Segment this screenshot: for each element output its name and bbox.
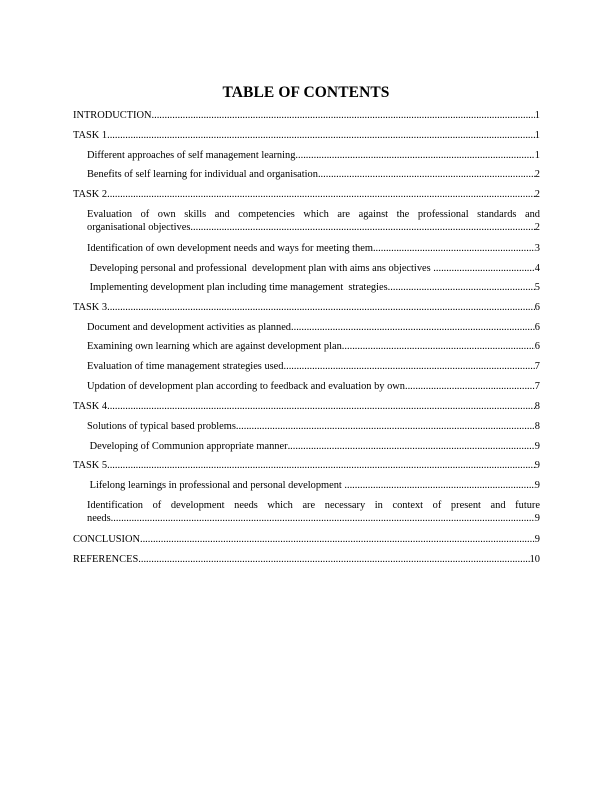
toc-entry-text: Different approaches of self management learning: [87, 150, 296, 161]
toc-entry-references[interactable]: [73, 553, 540, 566]
toc-entry-text: Implementing development plan including time management strategies: [87, 282, 388, 293]
toc-page-number: 9: [534, 534, 540, 545]
toc-page-number: 1: [534, 110, 540, 121]
dot-leader: [405, 380, 535, 393]
toc-entry-implementing-plan[interactable]: [87, 281, 540, 294]
dot-leader: [318, 168, 535, 181]
toc-page-number: 9: [534, 460, 540, 471]
toc-entry-communion[interactable]: [87, 440, 540, 453]
dot-leader: [388, 281, 535, 294]
dot-leader: [284, 360, 535, 373]
toc-page-number: 1: [534, 130, 540, 141]
toc-entry-identification-needs[interactable]: [87, 499, 540, 525]
dot-leader: [288, 440, 535, 453]
dot-leader: [107, 400, 535, 413]
toc-entry-text: Developing personal and professional development plan with aims ans objectives: [87, 263, 434, 274]
toc-page-number: 6: [534, 322, 540, 333]
toc-entry-solutions[interactable]: [87, 420, 540, 433]
dot-leader: [140, 533, 535, 546]
toc-entry-benefits[interactable]: [87, 168, 540, 181]
dot-leader: [107, 129, 535, 142]
toc-entry-task-2[interactable]: [73, 188, 540, 201]
dot-leader: [111, 512, 535, 525]
toc-entry-text: organisational objectives: [87, 222, 191, 233]
dot-leader: [342, 340, 535, 353]
toc-page-number: 2: [534, 169, 540, 180]
toc-page-number: 8: [534, 421, 540, 432]
toc-entry-text: Developing of Communion appropriate manner: [87, 441, 288, 452]
toc-page-number: 5: [534, 282, 540, 293]
dot-leader: [107, 459, 535, 472]
toc-entry-text: Examining own learning which are against development plan: [87, 341, 342, 352]
toc-entry-text: Benefits of self learning for individual and organisation: [87, 169, 318, 180]
toc-title: TABLE OF CONTENTS: [222, 84, 390, 101]
toc-entry-text: TASK 4: [73, 401, 108, 412]
toc-page-number: 10: [529, 554, 540, 565]
toc-page-number: 2: [534, 222, 540, 233]
toc-entry-text-line1: Evaluation of own skills and competencies which are against the professional standards and: [87, 209, 540, 220]
toc-entry-time-management[interactable]: [87, 360, 540, 373]
toc-entry-document-activities[interactable]: [87, 321, 540, 334]
toc-entry-text: CONCLUSION: [73, 534, 140, 545]
toc-entry-text: TASK 3: [73, 302, 108, 313]
dot-leader: [291, 321, 535, 334]
toc-entry-task-3[interactable]: [73, 301, 540, 314]
toc-entry-text: Identification of own development needs and ways for meeting them: [87, 243, 373, 254]
toc-entry-text: Lifelong learnings in professional and personal development: [87, 480, 345, 491]
dot-leader: [236, 420, 535, 433]
toc-entry-text: INTRODUCTION: [73, 110, 152, 121]
toc-page-number: 9: [534, 480, 540, 491]
toc-page-number: 8: [534, 401, 540, 412]
dot-leader: [433, 262, 535, 275]
dot-leader: [138, 553, 529, 566]
toc-entry-text: Document and development activities as planned: [87, 322, 291, 333]
dot-leader: [344, 479, 534, 492]
toc-entry-text: Evaluation of time management strategies used: [87, 361, 284, 372]
toc-page-number: 1: [534, 150, 540, 161]
toc-entry-text: TASK 1: [73, 130, 108, 141]
dot-leader: [107, 188, 535, 201]
dot-leader: [373, 242, 535, 255]
toc-entry-lifelong-learnings[interactable]: [87, 479, 540, 492]
toc-entry-text: REFERENCES: [73, 554, 139, 565]
toc-entry-examining-learning[interactable]: [87, 340, 540, 353]
toc-entry-text: Solutions of typical based problems: [87, 421, 236, 432]
dot-leader: [295, 149, 534, 162]
toc-entry-task-1[interactable]: [73, 129, 540, 142]
toc-entry-evaluation-skills[interactable]: [87, 208, 540, 234]
toc-entry-approaches[interactable]: [87, 149, 540, 162]
toc-entry-development-needs[interactable]: [87, 242, 540, 255]
toc-page-number: 7: [534, 361, 540, 372]
toc-entry-text-line1: Identification of development needs which are necessary in context of present and future: [87, 500, 540, 511]
toc-entry-text: TASK 2: [73, 189, 108, 200]
toc-page-number: 4: [534, 263, 540, 274]
dot-leader: [107, 301, 535, 314]
toc-page-number: 6: [534, 302, 540, 313]
toc-entry-text: TASK 5: [73, 460, 108, 471]
toc-page-number: 2: [534, 189, 540, 200]
toc-entry-developing-plan[interactable]: [87, 262, 540, 275]
toc-page-number: 6: [534, 341, 540, 352]
toc-page-number: 7: [534, 381, 540, 392]
dot-leader: [152, 109, 535, 122]
toc-entry-conclusion[interactable]: [73, 533, 540, 546]
toc-entry-text: Updation of development plan according to feedback and evaluation by own: [87, 381, 405, 392]
toc-entry-updation-plan[interactable]: [87, 380, 540, 393]
toc-entry-introduction[interactable]: [73, 109, 540, 122]
toc-page-number: 3: [534, 243, 540, 254]
toc-entry-task-4[interactable]: [73, 400, 540, 413]
toc-entry-text: needs: [87, 513, 111, 524]
toc-entry-task-5[interactable]: [73, 459, 540, 472]
dot-leader: [190, 221, 534, 234]
toc-page-number: 9: [534, 513, 540, 524]
toc-page-number: 9: [534, 441, 540, 452]
